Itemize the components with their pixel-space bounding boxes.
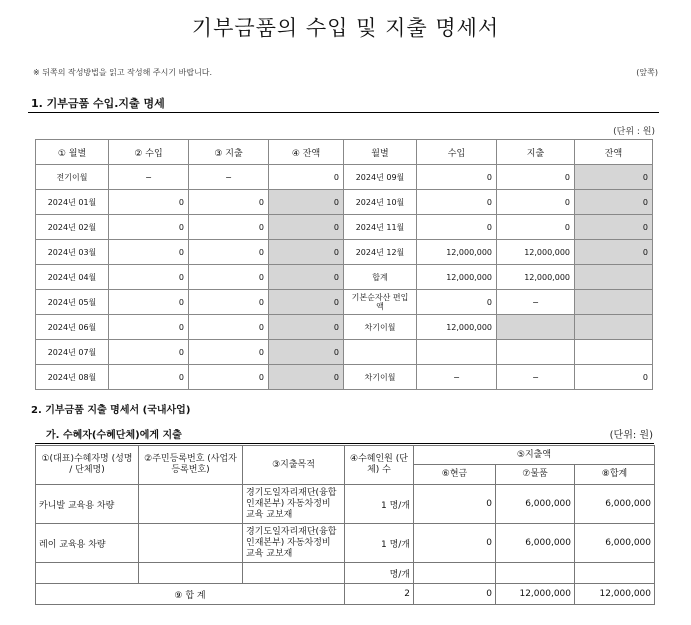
month-cell: 2024년 07월 [36,340,109,365]
header-count: ④수혜인원 (단체) 수 [345,446,414,485]
header-income: ② 수입 [109,140,189,165]
recipient-cell [36,563,139,584]
expense-cell: 0 [497,215,575,240]
expense-cell: 0 [497,165,575,190]
cash-cell: 0 [414,524,496,563]
total-label: ⑨ 합 계 [36,584,345,605]
purpose-cell: 경기도일자리재단(융합인재본부) 자동차정비 교육 교보재 [243,524,345,563]
balance-cell: 0 [269,315,344,340]
instruction-note: ※ 뒤쪽의 작성방법을 읽고 작성해 주시기 바랍니다. [33,68,213,77]
table-row [36,190,653,215]
count-cell: 1 명/개 [345,524,414,563]
expense-cell [497,315,575,340]
income-cell: 0 [109,365,189,390]
balance-cell: 0 [269,190,344,215]
balance-cell: 0 [269,340,344,365]
balance-cell: 0 [269,290,344,315]
expense-cell: 0 [189,340,269,365]
header-balance: ④ 잔액 [269,140,344,165]
header-expense-2: 지출 [497,140,575,165]
total-row [36,584,655,605]
goods-cell: 12,000,000 [496,584,575,605]
income-cell: 12,000,000 [417,265,497,290]
reg-no-cell [139,485,243,524]
section2-divider [35,443,654,444]
cash-cell [414,563,496,584]
header-income-2: 수입 [417,140,497,165]
month-cell: 2024년 12월 [344,240,417,265]
expense-cell: − [497,290,575,315]
section1-heading: 1. 기부금품 수입.지출 명세 [31,97,165,110]
header-amount: ⑤지출액 [414,446,655,465]
income-cell: 0 [109,240,189,265]
month-cell: 2024년 08월 [36,365,109,390]
cash-cell: 0 [414,584,496,605]
table-row [36,563,655,584]
table-row [36,290,653,315]
month-cell: 2024년 06월 [36,315,109,340]
table-row [36,265,653,290]
total-cell [575,563,655,584]
income-cell: 0 [417,290,497,315]
expense-cell: 0 [189,265,269,290]
goods-cell: 6,000,000 [496,524,575,563]
income-cell: 0 [109,265,189,290]
income-cell: 12,000,000 [417,240,497,265]
balance-cell [575,315,653,340]
header-purpose: ③지출목적 [243,446,345,485]
total-cell: 6,000,000 [575,485,655,524]
table-row [36,340,653,365]
month-cell: 2024년 04월 [36,265,109,290]
balance-cell: 0 [269,240,344,265]
count-cell: 2 [345,584,414,605]
recipient-cell: 카니발 교육용 차량 [36,485,139,524]
table-row [36,215,653,240]
reg-no-cell [139,524,243,563]
page-side-label: (앞쪽) [636,68,658,77]
income-expense-table [35,139,653,390]
month-cell: 전기이월 [36,165,109,190]
month-cell: 2024년 01월 [36,190,109,215]
expense-cell: 0 [189,190,269,215]
table-row [36,240,653,265]
expense-cell: 12,000,000 [497,265,575,290]
balance-cell: 0 [575,240,653,265]
balance-cell: 0 [575,365,653,390]
balance-cell [575,340,653,365]
expense-cell: 0 [189,365,269,390]
header-goods: ⑦물품 [496,465,575,485]
income-cell: − [109,165,189,190]
total-cell: 12,000,000 [575,584,655,605]
header-month-2: 월별 [344,140,417,165]
income-cell: 0 [109,315,189,340]
base-asset-label-cell: 기본순자산 편입액 [344,290,417,315]
table-header-row [36,446,655,465]
table-row [36,315,653,340]
expense-cell: 0 [497,190,575,215]
balance-cell: 0 [269,165,344,190]
table-row [36,365,653,390]
month-cell: 2024년 09월 [344,165,417,190]
income-cell: 0 [109,340,189,365]
section2-subheading: 가. 수혜자(수혜단체)에게 지출 [46,430,182,441]
income-cell: − [417,365,497,390]
expense-cell: − [497,365,575,390]
count-cell: 명/개 [345,563,414,584]
recipient-cell: 레이 교육용 차량 [36,524,139,563]
month-cell: 2024년 05월 [36,290,109,315]
carry-over-label-cell: 차기이월 [344,365,417,390]
income-cell: 0 [109,215,189,240]
income-cell: 0 [417,190,497,215]
header-recipient: ①(대표)수혜자명 (성명 / 단체명) [36,446,139,485]
month-cell [344,340,417,365]
section1-unit: (단위 : 원) [613,127,655,137]
balance-cell [575,265,653,290]
cash-cell: 0 [414,485,496,524]
income-cell: 0 [109,290,189,315]
balance-cell [575,290,653,315]
balance-cell: 0 [575,165,653,190]
balance-cell: 0 [575,190,653,215]
reg-no-cell [139,563,243,584]
section1-divider [28,112,659,113]
expense-cell [497,340,575,365]
income-cell: 0 [417,165,497,190]
purpose-cell [243,563,345,584]
expense-cell: 0 [189,290,269,315]
total-label-cell: 합계 [344,265,417,290]
income-cell: 0 [417,215,497,240]
expenditure-table [35,445,655,605]
header-cash: ⑥현금 [414,465,496,485]
expense-cell: 0 [189,240,269,265]
header-month: ① 월별 [36,140,109,165]
total-cell: 6,000,000 [575,524,655,563]
count-cell: 1 명/개 [345,485,414,524]
income-cell [417,340,497,365]
month-cell: 2024년 03월 [36,240,109,265]
table-header-row [36,140,653,165]
header-expense: ③ 지출 [189,140,269,165]
section2-unit: (단위: 원) [609,430,653,441]
table-row [36,165,653,190]
balance-cell: 0 [269,365,344,390]
expense-cell: 0 [189,315,269,340]
balance-cell: 0 [575,215,653,240]
header-total: ⑧합계 [575,465,655,485]
expense-cell: − [189,165,269,190]
month-cell: 2024년 02월 [36,215,109,240]
balance-cell: 0 [269,265,344,290]
expense-cell: 0 [189,215,269,240]
purpose-cell: 경기도일자리재단(융합인재본부) 자동차정비 교육 교보재 [243,485,345,524]
section2-heading: 2. 기부금품 지출 명세서 (국내사업) [31,405,191,416]
carry-over-label-cell: 차기이월 [344,315,417,340]
table-row [36,524,655,563]
page-title: 기부금품의 수입 및 지출 명세서 [191,16,500,40]
expense-cell: 12,000,000 [497,240,575,265]
income-cell: 12,000,000 [417,315,497,340]
header-balance-2: 잔액 [575,140,653,165]
goods-cell [496,563,575,584]
table-row [36,485,655,524]
month-cell: 2024년 11월 [344,215,417,240]
goods-cell: 6,000,000 [496,485,575,524]
month-cell: 2024년 10월 [344,190,417,215]
header-reg-no: ②주민등록번호 (사업자등록번호) [139,446,243,485]
balance-cell: 0 [269,215,344,240]
income-cell: 0 [109,190,189,215]
